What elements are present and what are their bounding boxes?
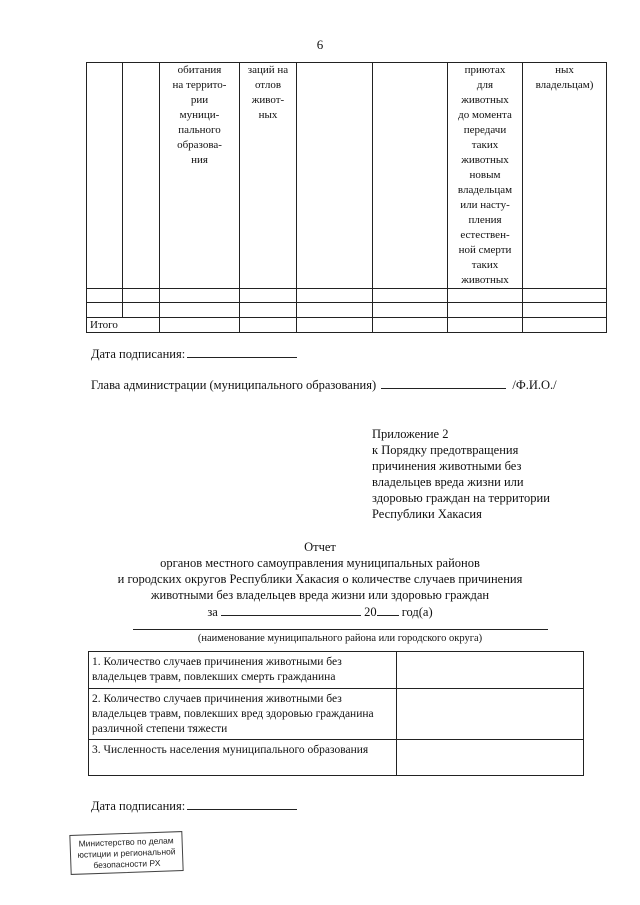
page-number: 6 [316,37,324,52]
period-blank [221,603,361,616]
row-label: 1. Количество случаев причинения животными без владельцев травм, повлекших смерть гражданина [89,652,397,689]
period-suffix: год(а) [401,605,433,619]
ministry-stamp: Министерство по делам юстиции и региональной безопасности РХ [69,831,183,875]
fio-label: /Ф.И.О./ [512,378,557,392]
row-label: 3. Численность населения муниципального образования [89,740,397,776]
signing-date-line-2 [91,797,297,814]
signing-date-blank-2 [187,797,297,810]
table-row [89,689,584,740]
head-administration-label: Глава администрации (муниципального образования) [91,378,377,392]
header-cell [87,63,123,289]
municipality-name-rule [133,629,548,630]
header-cell [123,63,160,289]
signing-date-line [91,345,297,362]
row-value [397,740,584,776]
report-subtitle-line-3: животными без владельцев вреда жизни или здоровью граждан [150,588,490,602]
municipality-name-caption: (наименование муниципального района или городского округа) [197,633,483,644]
total-row [87,318,607,333]
table-row [87,303,607,318]
header-cell: приютах для животных до момента передачи таких животных новым владельцам или насту- пления естествен- ной смерти таких животных [448,63,523,289]
year-blank [377,603,399,616]
appendix-heading: Приложение 2 к Порядку предотвращения причинения животными без владельцев вреда жизни или здоровью граждан на территории Республики Хакасия [372,427,550,521]
head-administration-line [91,376,557,393]
head-signature-blank [381,376,506,389]
period-year-prefix: 20 [364,605,377,619]
table-row [89,652,584,689]
signing-date-label-2: Дата подписания: [91,799,186,813]
row-value [397,689,584,740]
header-cell: ных владельцам) [523,63,607,289]
header-cell: обитания на террито- рии муници- пального образова- ния [160,63,240,289]
continued-table [86,62,607,333]
report-table [88,651,584,776]
header-cell: заций на отлов живот- ных [240,63,297,289]
report-subtitle-line-1: органов местного самоуправления муниципальных районов [160,556,480,570]
report-period-line [40,603,600,620]
report-title: Отчет [304,540,336,554]
period-prefix: за [207,605,218,619]
signing-date-blank [187,345,297,358]
report-subtitle-line-2: и городских округов Республики Хакасия о количестве случаев причинения [117,572,523,586]
signing-date-label: Дата подписания: [91,347,186,361]
row-value [397,652,584,689]
row-label: 2. Количество случаев причинения животными без владельцев травм, повлекших вред здоровью гражданина различной степени тяжести [89,689,397,740]
table-row [87,289,607,303]
header-cell [297,63,373,289]
table-header-row [87,63,607,289]
total-label: Итого [87,318,160,333]
header-cell [373,63,448,289]
table-row [89,740,584,776]
